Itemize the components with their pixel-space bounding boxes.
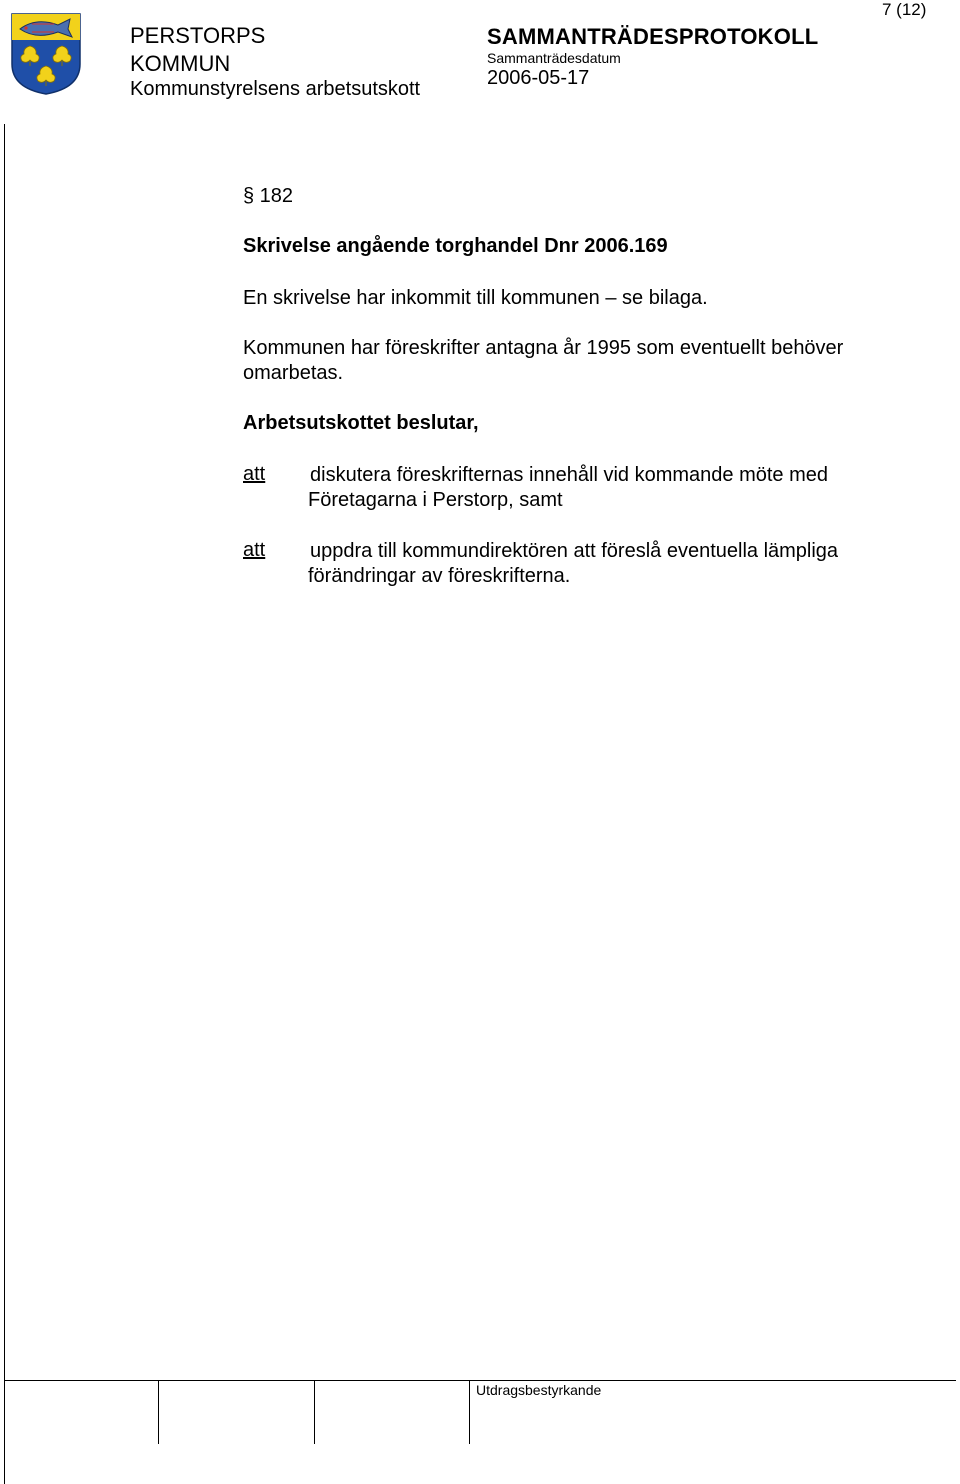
decision-item: diskutera föreskrifternas innehåll vid kommande möte med Företagarna i Perstorp, samt — [308, 464, 829, 511]
meeting-date-value: 2006-05-17 — [487, 67, 590, 89]
agenda-heading: Skrivelse angående torghandel Dnr 2006.169 — [243, 235, 668, 257]
certification-label: Utdragsbestyrkande — [476, 1382, 602, 1398]
paragraph-regulations: Kommunen har föreskrifter antagna år 1995 som eventuellt behöver omarbetas. — [243, 337, 844, 384]
decision-item: uppdra till kommundirektören att föreslå eventuella lämpliga förändringar av föreskrifterna. — [308, 540, 839, 587]
paragraph-incoming-letter: En skrivelse har inkommit till kommunen – se bilaga. — [243, 287, 708, 309]
document-type: SAMMANTRÄDESPROTOKOLL — [487, 24, 819, 49]
org-name-line2: KOMMUN — [130, 51, 231, 76]
decision-marker: att — [243, 539, 266, 561]
coat-of-arms-icon — [10, 12, 82, 96]
footer-cell-divider — [469, 1380, 470, 1444]
decision-intro: Arbetsutskottet beslutar, — [243, 412, 479, 434]
left-margin-rule — [4, 124, 5, 1380]
decision-marker: att — [243, 463, 266, 485]
meeting-date-label: Sammanträdesdatum — [487, 50, 621, 66]
footer-cell-divider — [158, 1380, 159, 1444]
org-name-line1: PERSTORPS — [130, 23, 266, 48]
footer-cell-divider — [314, 1380, 315, 1444]
footer-rule — [4, 1380, 956, 1381]
page-number: 7 (12) — [882, 0, 927, 19]
section-number: § 182 — [243, 185, 294, 207]
committee-name: Kommunstyrelsens arbetsutskott — [130, 78, 421, 100]
footer-cell-divider — [4, 1380, 5, 1484]
